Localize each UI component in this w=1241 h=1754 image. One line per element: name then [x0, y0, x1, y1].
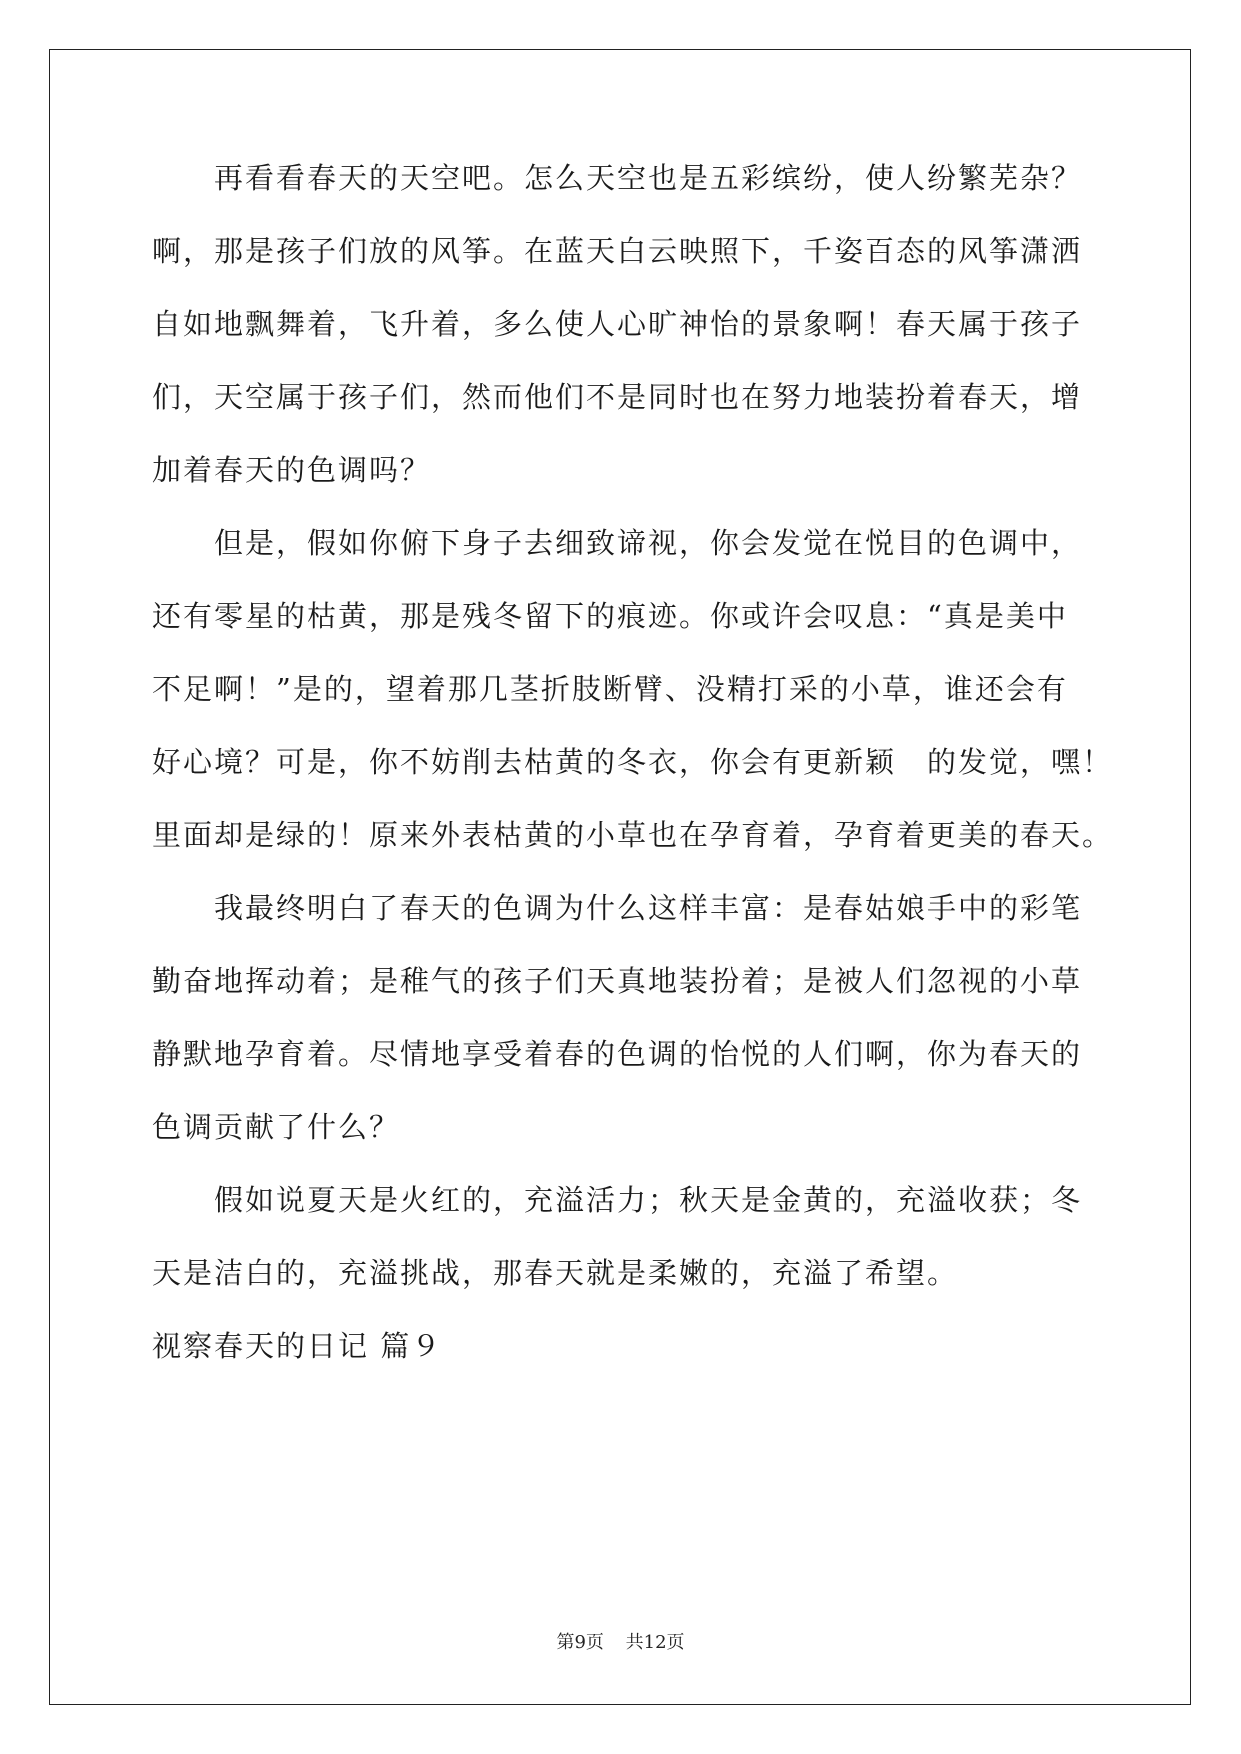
paragraph-line: 好心境？可是，你不妨削去枯黄的冬衣，你会有更新颖 的发觉，嘿！	[152, 745, 1114, 779]
paragraph-line: 不足啊！”是的，望着那几茎折肢断臂、没精打采的小草，谁还会有	[152, 672, 1068, 706]
paragraph-line: 加着春天的色调吗？	[152, 453, 432, 487]
section-heading: 视察春天的日记 篇９	[152, 1329, 443, 1363]
paragraph-line: 假如说夏天是火红的，充溢活力；秋天是金黄的，充溢收获；冬	[214, 1183, 1083, 1217]
paragraph-line: 色调贡献了什么？	[152, 1110, 401, 1144]
page-total: 共12页	[625, 1632, 685, 1653]
paragraph-line: 们，天空属于孩子们，然而他们不是同时也在努力地装扮着春天，增	[152, 380, 1083, 414]
paragraph-line: 静默地孕育着。尽情地享受着春的色调的怡悦的人们啊，你为春天的	[152, 1037, 1083, 1071]
paragraph-line: 里面却是绿的！原来外表枯黄的小草也在孕育着，孕育着更美的春天。	[152, 818, 1114, 852]
page-border	[49, 49, 1191, 1705]
paragraph-line: 再看看春天的天空吧。怎么天空也是五彩缤纷，使人纷繁芜杂？	[214, 161, 1083, 195]
paragraph-line: 自如地飘舞着，飞升着，多么使人心旷神怡的景象啊！春天属于孩子	[152, 307, 1083, 341]
paragraph-line: 啊，那是孩子们放的风筝。在蓝天白云映照下，千姿百态的风筝潇洒	[152, 234, 1083, 268]
paragraph-line: 天是洁白的，充溢挑战，那春天就是柔嫩的，充溢了希望。	[152, 1256, 959, 1290]
paragraph-line: 还有零星的枯黄，那是残冬留下的痕迹。你或许会叹息：“真是美中	[152, 599, 1068, 633]
paragraph-line: 勤奋地挥动着；是稚气的孩子们天真地装扮着；是被人们忽视的小草	[152, 964, 1083, 998]
page-footer	[0, 1628, 1241, 1654]
paragraph-line: 我最终明白了春天的色调为什么这样丰富：是春姑娘手中的彩笔	[214, 891, 1083, 925]
page-number: 第9页	[556, 1632, 604, 1653]
paragraph-line: 但是，假如你俯下身子去细致谛视，你会发觉在悦目的色调中，	[214, 526, 1083, 560]
